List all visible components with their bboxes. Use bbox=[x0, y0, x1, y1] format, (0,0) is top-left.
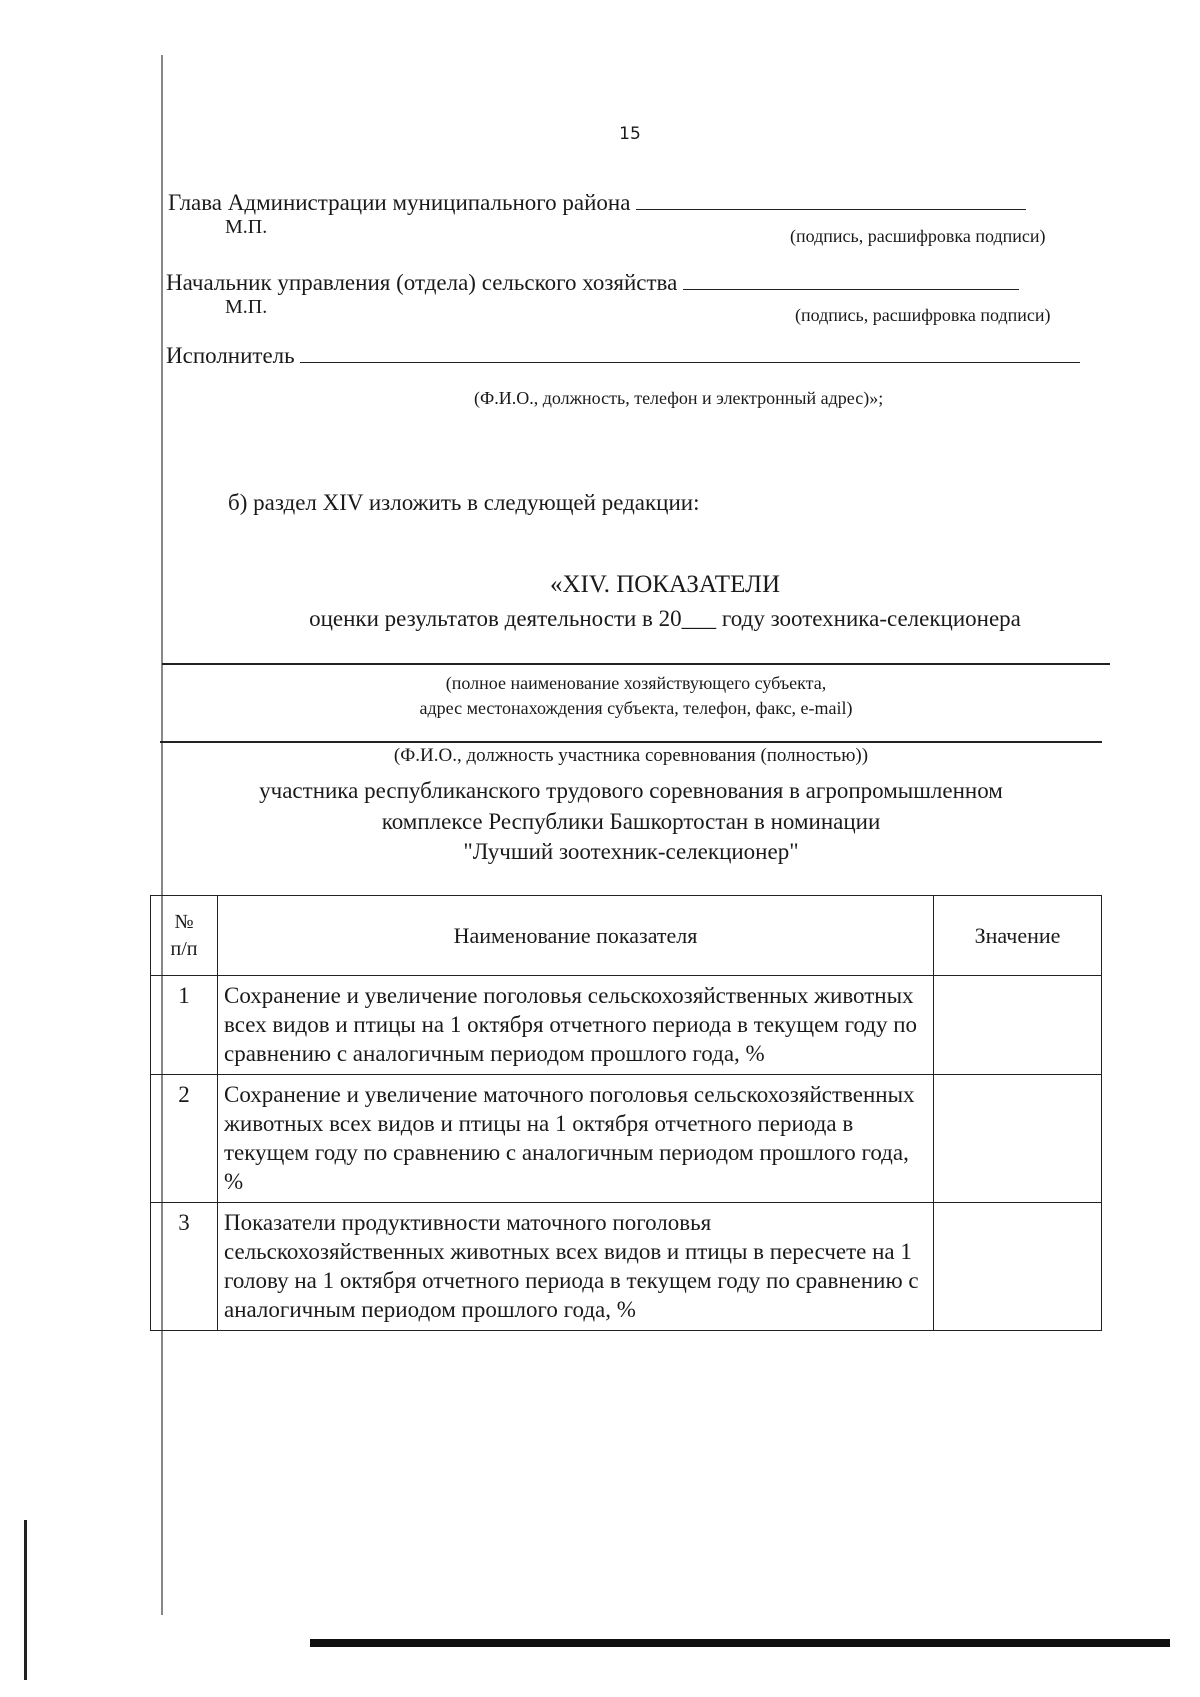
row-number: 2 bbox=[151, 1075, 218, 1203]
subject-hint: (полное наименование хозяйствующего субъекта, адрес местонахождения субъекта, телефон, факс, e-mail) bbox=[419, 673, 853, 719]
scan-bottom-bar bbox=[310, 1639, 1170, 1647]
row-value-cell[interactable] bbox=[934, 1203, 1102, 1331]
signature-hint: (подпись, расшифровка подписи) bbox=[795, 305, 1051, 325]
section-subtitle: оценки результатов деятельности в 20___ году зоотехника-селекционера bbox=[309, 606, 1021, 631]
signature-blank[interactable] bbox=[636, 208, 1026, 210]
row-value-cell[interactable] bbox=[934, 976, 1102, 1075]
signature-blank[interactable] bbox=[300, 361, 1080, 363]
scan-margin-mark bbox=[24, 1520, 27, 1680]
row-value-cell[interactable] bbox=[934, 1075, 1102, 1203]
header-number: № п/п bbox=[151, 896, 218, 976]
table-header-row bbox=[151, 896, 1102, 976]
amendment-paragraph: б) раздел XIV изложить в следующей редакции: bbox=[228, 490, 700, 515]
signature-hint: (подпись, расшифровка подписи) bbox=[790, 226, 1046, 246]
signature-hint: (Ф.И.О., должность, телефон и электронный адрес)»; bbox=[474, 388, 884, 408]
stamp-place: М.П. bbox=[225, 296, 268, 318]
participant-description: участника республиканского трудового соревнования в агропромышленном комплексе Республики Башкортостан в номинации "Лучший зоотехник-селекционер" bbox=[259, 778, 1003, 865]
signature-label: Начальник управления (отдела) сельского хозяйства bbox=[166, 270, 678, 295]
participant-hint: (Ф.И.О., должность участника соревнования (полностью)) bbox=[393, 745, 869, 766]
signature-agri-head bbox=[166, 270, 1019, 296]
section-title: «XIV. ПОКАЗАТЕЛИ bbox=[549, 571, 781, 598]
participant-blank-line[interactable] bbox=[160, 741, 1102, 743]
signature-blank[interactable] bbox=[683, 288, 1019, 290]
row-indicator-name: Показатели продуктивности маточного поголовья сельскохозяйственных животных всех видов и птицы в пересчете на 1 голову на 1 октября отчетного периода в текущем году по сравнению с аналогичным периодом прошлого года, % bbox=[218, 1203, 934, 1331]
row-indicator-name: Сохранение и увеличение поголовья сельскохозяйственных животных всех видов и птицы на 1 октября отчетного периода в текущем году по сравнению с аналогичным периодом прошлого года, % bbox=[218, 976, 934, 1075]
row-number: 1 bbox=[151, 976, 218, 1075]
signature-executor bbox=[166, 343, 1080, 369]
row-indicator-name: Сохранение и увеличение маточного поголовья сельскохозяйственных животных всех видов и птицы на 1 октября отчетного периода в текущем году по сравнению с аналогичным периодом прошлого года, % bbox=[218, 1075, 934, 1203]
table-row bbox=[151, 1203, 1102, 1331]
signature-head-admin bbox=[168, 190, 1026, 216]
subject-blank-line[interactable] bbox=[162, 663, 1110, 665]
header-indicator-name: Наименование показателя bbox=[218, 896, 934, 976]
stamp-place: М.П. bbox=[225, 216, 268, 238]
table-row bbox=[151, 1075, 1102, 1203]
page-number: 15 bbox=[619, 124, 641, 144]
header-value: Значение bbox=[934, 896, 1102, 976]
signature-label: Исполнитель bbox=[166, 343, 295, 368]
signature-label: Глава Администрации муниципального района bbox=[168, 190, 631, 215]
row-number: 3 bbox=[151, 1203, 218, 1331]
table-row bbox=[151, 976, 1102, 1075]
indicators-table bbox=[150, 895, 1102, 1331]
